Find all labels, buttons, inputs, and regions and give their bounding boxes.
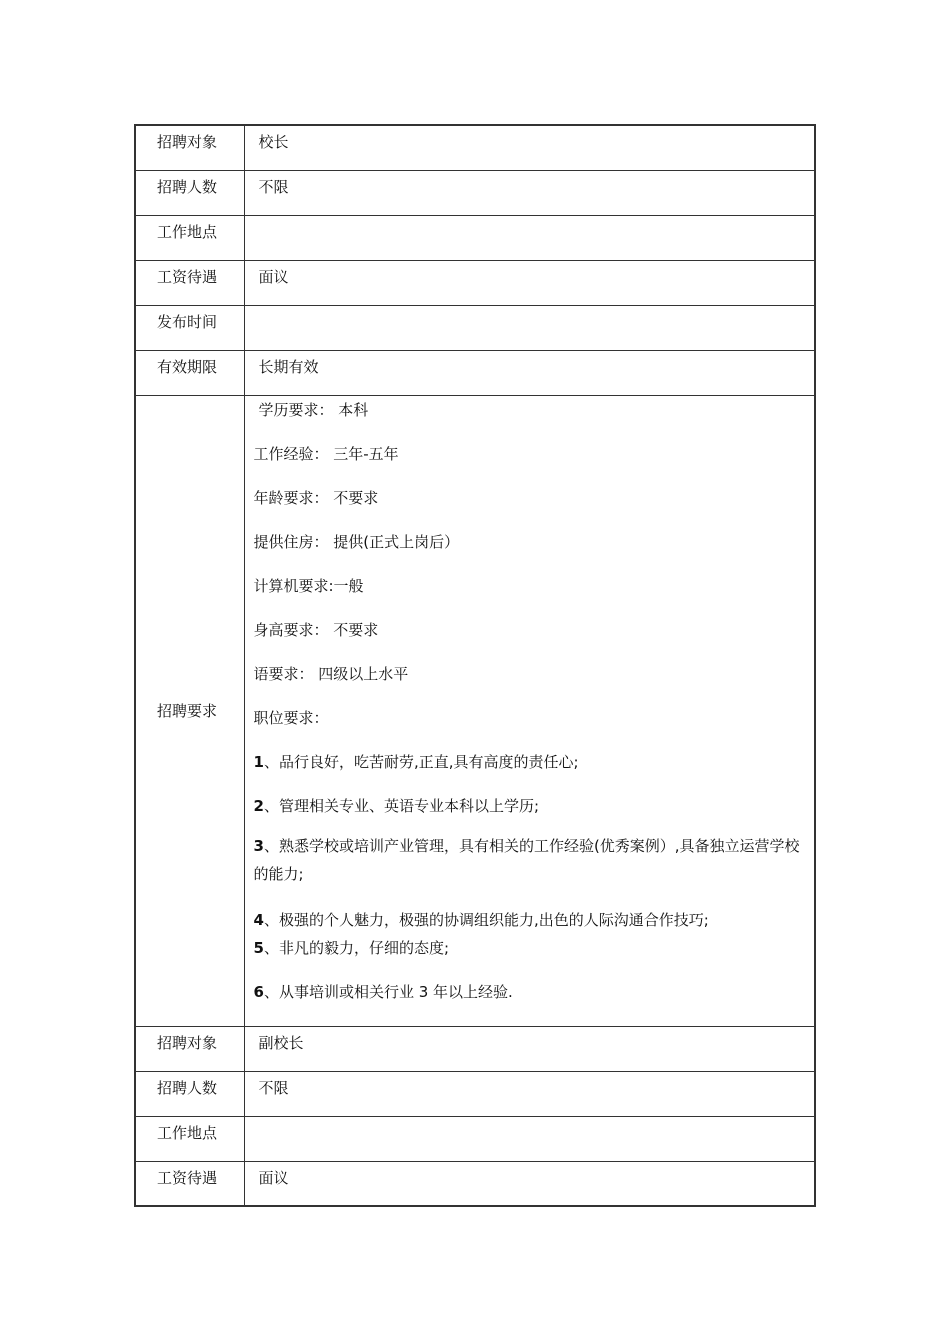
recruitment-table (134, 124, 816, 1207)
field-label-publish-time: 发布时间 (157, 312, 218, 331)
field-value-headcount: 不限 (258, 177, 289, 196)
duty-text: 、从事培训或相关行业 3 年以上经验. (263, 982, 513, 1001)
requirement-housing: 提供住房： 提供(正式上岗后） (253, 532, 460, 551)
requirement-experience: 工作经验： 三年-五年 (253, 444, 399, 463)
field-label-salary: 工资待遇 (157, 267, 218, 286)
field-value-location (245, 1117, 815, 1123)
duty-number: 5 (253, 938, 264, 957)
field-value-location (245, 216, 815, 222)
field-label-target: 招聘对象 (157, 1033, 218, 1052)
field-label-requirements: 招聘要求 (157, 701, 218, 720)
duty-item (254, 752, 805, 772)
field-label-headcount: 招聘人数 (157, 177, 218, 196)
field-label-headcount: 招聘人数 (157, 1078, 218, 1097)
duty-number: 6 (253, 982, 264, 1001)
table-row (135, 215, 815, 260)
table-row (135, 1071, 815, 1116)
duty-text: 、品行良好，吃苦耐劳,正直,具有高度的责任心; (263, 752, 579, 771)
duty-number: 3 (253, 836, 264, 855)
field-label-location: 工作地点 (157, 1123, 218, 1142)
requirement-duties-heading: 职位要求： (253, 708, 329, 727)
field-value-headcount: 不限 (258, 1078, 289, 1097)
table-row (135, 1026, 815, 1071)
requirement-age: 年龄要求： 不要求 (253, 488, 379, 507)
field-value-salary: 面议 (258, 1168, 289, 1187)
table-row (135, 260, 815, 305)
field-value-target: 副校长 (258, 1033, 304, 1052)
requirements-list (244, 395, 815, 1026)
field-value-salary: 面议 (258, 267, 289, 286)
duty-item (254, 796, 805, 816)
duty-number: 2 (253, 796, 264, 815)
table-row (135, 1116, 815, 1161)
field-value-publish-time (245, 306, 815, 312)
requirement-computer: 计算机要求:一般 (253, 576, 364, 595)
duty-text: 、熟悉学校或培训产业管理，具有相关的工作经验(优秀案例）,具备独立运营学校的能力; (253, 836, 800, 883)
table-row (135, 350, 815, 395)
duty-text: 、管理相关专业、英语专业本科以上学历; (263, 796, 539, 815)
field-value-target: 校长 (258, 133, 289, 151)
duty-number: 4 (253, 910, 264, 929)
requirement-language: 语要求： 四级以上水平 (253, 664, 409, 683)
duty-item (254, 982, 805, 1002)
table-row (135, 395, 815, 1026)
field-label-validity: 有效期限 (157, 357, 218, 376)
field-label-target: 招聘对象 (157, 133, 218, 151)
duty-number: 1 (253, 752, 264, 771)
duty-text: 、非凡的毅力，仔细的态度; (263, 938, 449, 957)
table-row (135, 170, 815, 215)
table-row (135, 125, 815, 170)
table-row (135, 1161, 815, 1206)
duty-item (254, 938, 805, 958)
requirement-education: 学历要求： 本科 (258, 400, 369, 419)
table-row (135, 305, 815, 350)
duty-text: 、极强的个人魅力，极强的协调组织能力,出色的人际沟通合作技巧; (263, 910, 709, 929)
field-label-location: 工作地点 (157, 222, 218, 241)
duty-item (254, 910, 805, 930)
duty-item (254, 832, 805, 888)
requirement-height: 身高要求： 不要求 (253, 620, 379, 639)
field-value-validity: 长期有效 (258, 357, 319, 376)
field-label-salary: 工资待遇 (157, 1168, 218, 1187)
